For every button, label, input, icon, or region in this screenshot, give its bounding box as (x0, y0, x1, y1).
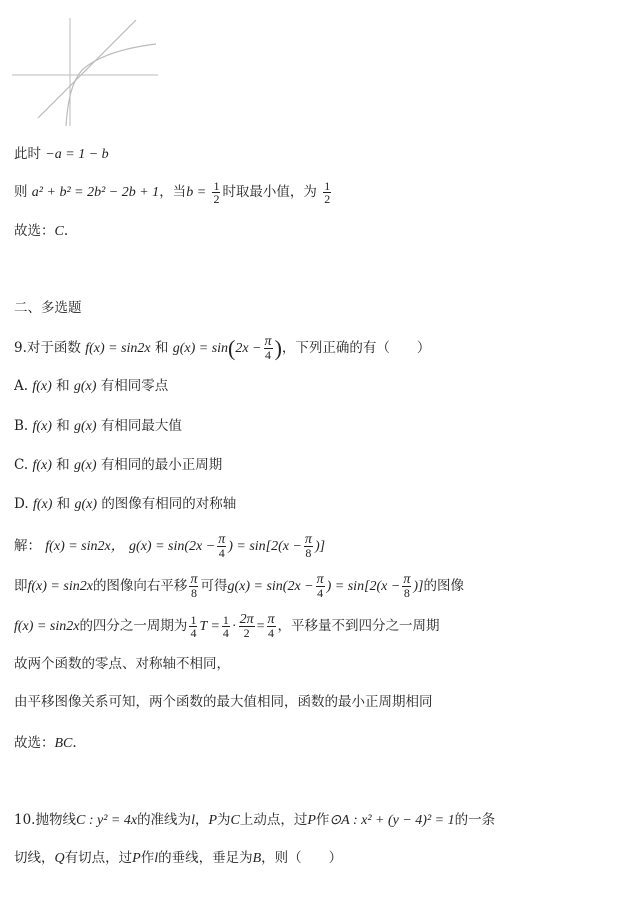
text: 此时 (14, 146, 41, 162)
text: 时取最小值，为 (222, 184, 317, 200)
fraction-pi-4: $\frac{\pi}{4}$ (264, 334, 272, 362)
q9-stem: 9.对于函数 f(x) = sin2x 和 g(x) = sin(2x − $\frac{\pi}{4}$ )，下列正确的有（ ） (14, 334, 431, 362)
sol8-answer (14, 221, 68, 242)
sol8-line1 (14, 144, 109, 165)
graph-line (38, 20, 136, 118)
fraction-half: $\frac{1}{2}$ (324, 179, 331, 206)
sol9-answer: 故选：BC. (14, 735, 77, 751)
q10-stem-line2: 切线，Q有切点，过P作l的垂线，垂足为B，则（ ） (14, 850, 343, 866)
math: 2x − (235, 341, 262, 356)
sol9-line4: 故两个函数的零点、对称轴不相同， (14, 656, 230, 672)
math: g(x) = sin (172, 341, 229, 356)
text: 9.对于函数 (14, 340, 81, 356)
text: 故选： (14, 223, 55, 239)
text: ，当 (159, 184, 187, 200)
sol8-line2 (14, 180, 333, 205)
math: b = (186, 185, 207, 200)
function-graph (8, 18, 168, 128)
graph-log-curve (66, 44, 156, 126)
sol9-line2: 即f(x) = sin2x的图像向右平移 $\frac{\pi}{8}$ 可得g(x) = sin(2x − $\frac{\pi}{4}$ ) = sin[2(x − $\frac{\pi}{8}$ )]的图像 (14, 572, 464, 600)
sol9-line1: 解： f(x) = sin2x， g(x) = sin(2x − $\frac{\pi}{4}$ ) = sin[2(x − $\frac{\pi}{8}$ )] (14, 532, 326, 560)
q9-option-a: A. f(x) 和 g(x) 有相同零点 (14, 378, 169, 394)
text: 和 (154, 340, 169, 356)
q9-option-d: D. f(x) 和 g(x) 的图像有相同的对称轴 (14, 496, 237, 512)
text: . (63, 223, 69, 239)
answer: C (54, 224, 64, 239)
q10-stem-line1: 10.抛物线C : y² = 4x的准线为l，P为C上动点，过P作⊙A : x² + (y − 4)² = 1的一条 (14, 812, 496, 828)
text: ，下列正确的有（ ） (281, 340, 431, 356)
sol9-line5: 由平移图像关系可知，两个函数的最大值相同，函数的最小正周期相同 (14, 694, 433, 710)
sol9-line3: f(x) = sin2x的四分之一周期为 $\frac{1}{4}$ T = $\frac{1}{4}$ · $\frac{2\pi}{2}$ = $\frac{\pi}{4}$ ，平移量不到四分之一周期 (14, 612, 440, 640)
math: −a = 1 − b (45, 147, 109, 162)
section-title: 二、多选题 (14, 300, 82, 316)
q9-option-b: B. f(x) 和 g(x) 有相同最大值 (14, 418, 182, 434)
math: a² + b² = 2b² − 2b + 1 (31, 185, 160, 200)
math: f(x) = sin2x (85, 341, 151, 356)
fraction-half: $\frac{1}{2}$ (213, 179, 220, 206)
text: 则 (14, 184, 28, 200)
q9-option-c: C. f(x) 和 g(x) 有相同的最小正周期 (14, 457, 223, 473)
